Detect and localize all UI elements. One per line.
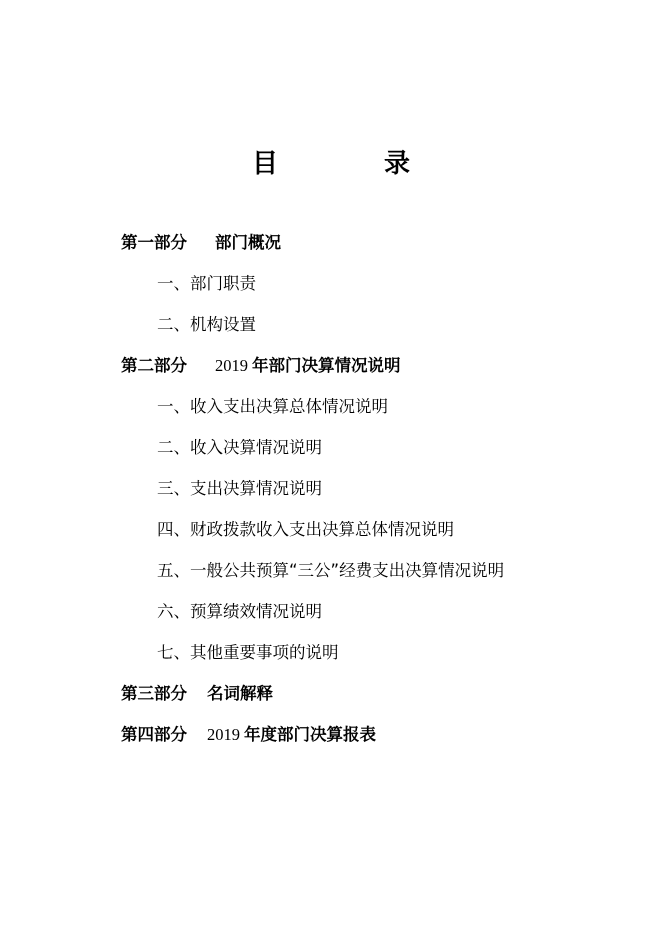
part-label: 第三部分: [121, 684, 187, 703]
toc-section[interactable]: [157, 560, 504, 582]
toc-section[interactable]: [157, 396, 388, 418]
toc-section[interactable]: [157, 478, 322, 500]
page-title: [0, 146, 662, 182]
toc-section[interactable]: [157, 273, 256, 295]
part-label: 第一部分: [121, 233, 187, 252]
part-title: 年度部门决算报表: [244, 725, 376, 744]
toc-part-4[interactable]: [121, 724, 376, 746]
section-label: 七、其他重要事项的说明: [157, 643, 339, 662]
section-label: 四、财政拨款收入支出决算总体情况说明: [157, 520, 454, 539]
part-title: 部门概况: [215, 233, 281, 252]
toc-part-2[interactable]: [121, 355, 401, 377]
part-label: 第四部分: [121, 725, 187, 744]
page-title-text: 目 录: [251, 149, 450, 179]
section-label: 五、一般公共预算“三公”经费支出决算情况说明: [157, 561, 505, 580]
part-title: 名词解释: [207, 684, 273, 703]
toc-section[interactable]: [157, 601, 322, 623]
section-label: 二、收入决算情况说明: [157, 438, 322, 457]
section-label: 三、支出决算情况说明: [157, 479, 322, 498]
part-label: 第二部分: [121, 356, 187, 375]
part-year: 2019: [207, 725, 240, 744]
section-label: 六、预算绩效情况说明: [157, 602, 322, 621]
section-label: 一、部门职责: [157, 274, 256, 293]
toc-section[interactable]: [157, 519, 454, 541]
part-year: 2019: [215, 356, 248, 375]
toc-part-3[interactable]: [121, 683, 273, 705]
toc-section[interactable]: [157, 314, 256, 336]
part-title: 年部门决算情况说明: [252, 356, 401, 375]
toc-part-1[interactable]: [121, 232, 281, 254]
section-label: 二、机构设置: [157, 315, 256, 334]
section-label: 一、收入支出决算总体情况说明: [157, 397, 388, 416]
toc-section[interactable]: [157, 437, 322, 459]
toc-section[interactable]: [157, 642, 339, 664]
